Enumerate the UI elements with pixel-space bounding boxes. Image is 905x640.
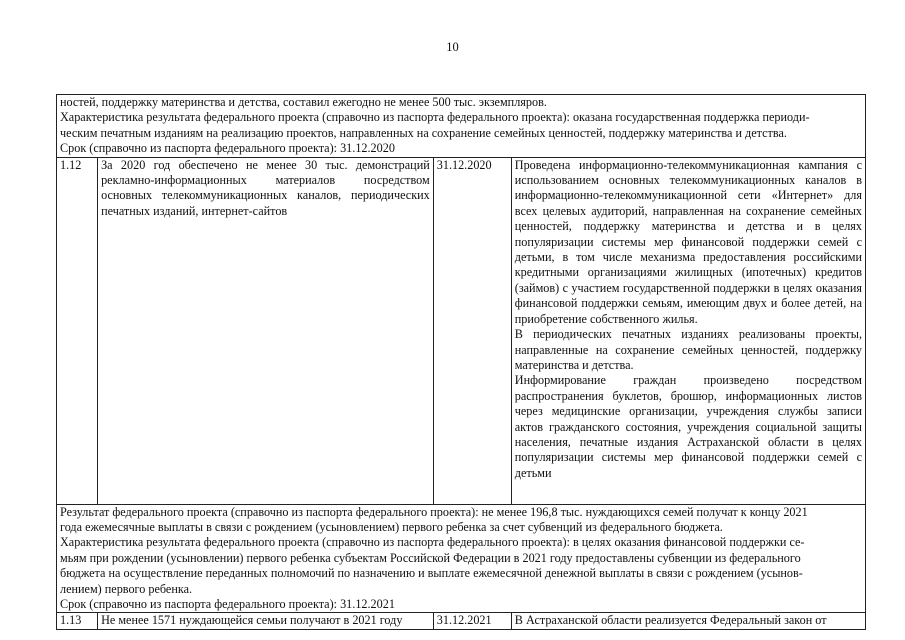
table-row [57,613,866,629]
row-number: 1.12 [57,157,98,504]
row-description: За 2020 год обеспечено не менее 30 тыс. демонстраций рекламно-информационных материалов посредством основных телекоммуникационных каналов, периодических печатных изданий, интернет-сайтов [98,157,434,504]
row-description: Не менее 1571 нуждающейся семьи получают в 2021 году [98,613,434,629]
text-line: Результат федерального проекта (справочно из паспорта федерального проекта): не менее 196,8 тыс. нуждающихся семей получат к концу 2021 [60,504,808,519]
results-table [56,94,866,630]
row-result [511,157,865,504]
text-line: мьям при рождении (усыновлении) первого ребенка субъектам Российской Федерации в 2021 году предоставлены субвенции из федерального [60,550,801,565]
text-line: ческим печатным изданиям на реализацию проектов, направленных на сохранение семейных ценностей, поддержку материнства и детства. [60,125,787,140]
row-date: 31.12.2021 [433,613,511,629]
table-row [57,504,866,613]
row-date: 31.12.2020 [433,157,511,504]
text-line: Срок (справочно из паспорта федерального проекта): 31.12.2021 [60,597,395,612]
project-result-block-middle [57,504,866,613]
table-row [57,95,866,158]
result-paragraph: Информирование граждан произведено посредством распространения буклетов, брошюр, информационных листов через медицинские организации, учреждения службы записи актов гражданского состояния, учреждения социальной защиты населения, печатные издания Астраханской области в целях популяризации системы мер финансовой поддержки семей с детьми [514,373,862,480]
page-number: 10 [446,40,459,54]
table-row [57,157,866,504]
text-line: Характеристика результата федерального проекта (справочно из паспорта федерального проекта): в целях оказания финансовой поддержки се- [60,535,805,550]
row-result: В Астраханской области реализуется Федеральный закон от [511,613,865,629]
text-line: ностей, поддержку материнства и детства, составил ежегодно не менее 500 тыс. экземпляров. [60,95,547,109]
text-line: бюджета на осуществление переданных полномочий по назначению и выплате ежемесячной денежной выплаты в связи с рождением (усынов- [60,566,803,581]
text-line: лением) первого ребенка. [60,581,193,596]
text-line: Характеристика результата федерального проекта (справочно из паспорта федерального проекта): оказана государственная поддержка периоди- [60,110,810,125]
result-paragraph: Проведена информационно-телекоммуникационная кампания с использованием основных телекоммуникационных каналов в информационно-телекоммуникационной сети «Интернет» для всех целевых аудиторий, направленная на сохранение семейных ценностей, поддержку материнства и детства и в целях популяризации системы мер финансовой поддержки семей с детьми, в том числе механизма предоставления российскими кредитными организациями жилищных (ипотечных) кредитов (займов) с участием государственной поддержки в целях оказания финансовой поддержки семьям, имеющим двух и более детей, на приобретение собственного жилья. [514,157,862,326]
project-result-block-top [57,95,866,158]
result-paragraph: В периодических печатных изданиях реализованы проекты, направленные на сохранение семейных ценностей, поддержку материнства и детства. [514,327,862,372]
text-line: Срок (справочно из паспорта федерального проекта): 31.12.2020 [60,141,395,156]
row-number: 1.13 [57,613,98,629]
text-line: года ежемесячные выплаты в связи с рождением (усыновлением) первого ребенка за счет субвенций из федерального бюджета. [60,520,723,535]
